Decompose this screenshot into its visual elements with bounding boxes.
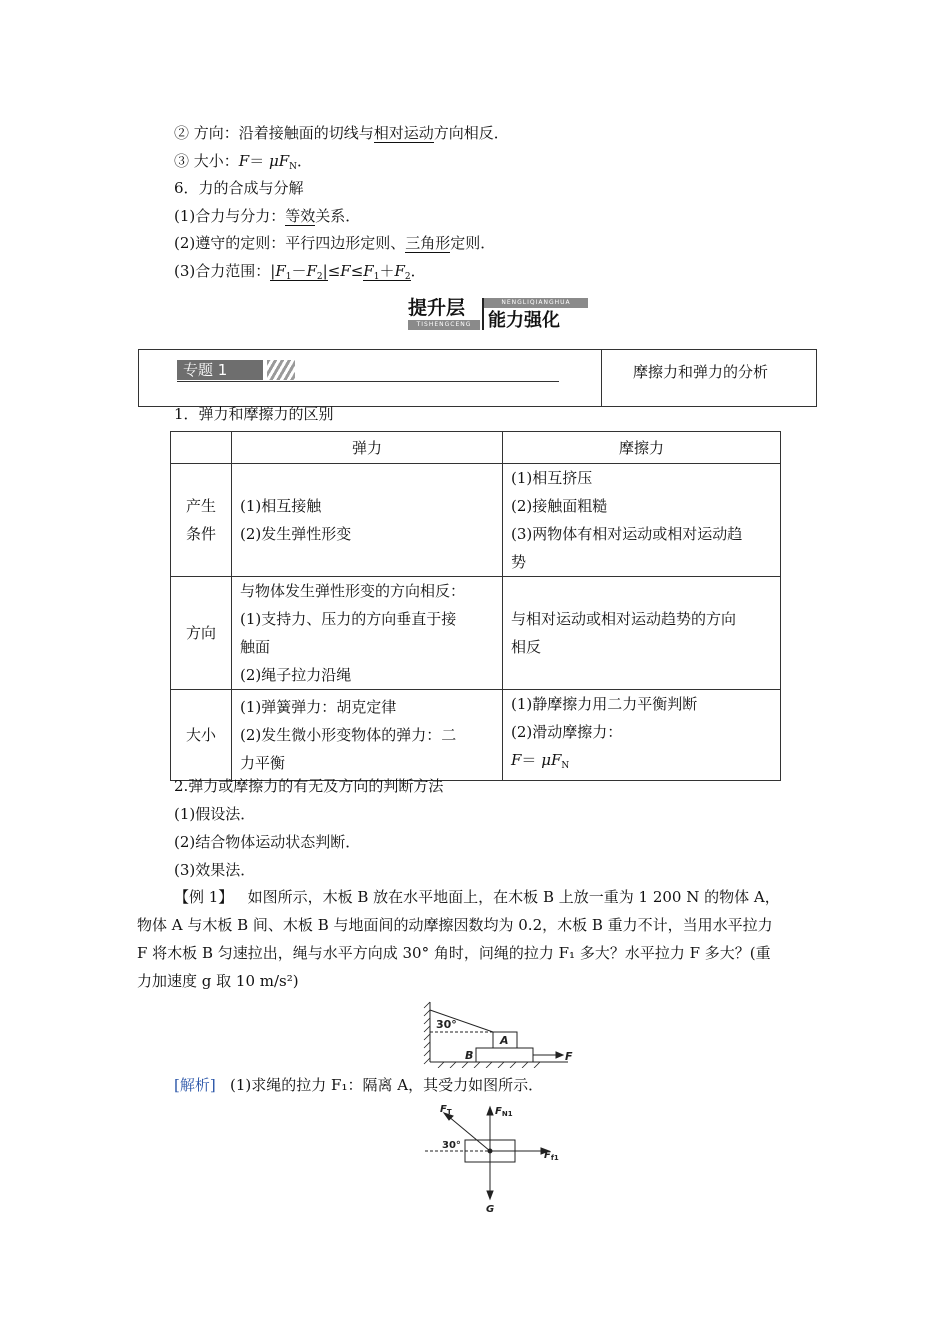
figure1-angle-label: 30° bbox=[436, 1018, 457, 1031]
magnitude-line: ③ 大小：$F= \mu F_N$． bbox=[174, 152, 313, 172]
cell-elastic-magnitude: (1)弹簧弹力：胡克定律 (2)发生微小形变物体的弹力：二 力平衡 bbox=[232, 690, 503, 781]
table-corner-cell bbox=[171, 432, 232, 464]
rules-line: (2)遵守的定则：平行四边形定则、三角形定则． bbox=[174, 234, 496, 252]
figure1-label-B: B bbox=[465, 1049, 474, 1062]
figure1-label-A: A bbox=[500, 1034, 509, 1047]
section6-title: 6．力的合成与分解 bbox=[174, 179, 304, 197]
example-line: F 将木板 B 匀速拉出，绳与水平方向成 30° 角时，问绳的拉力 F₁ 多大？水平拉力 F 多大？(重 bbox=[137, 944, 771, 962]
banner-left-pinyin: TISHENGCENG bbox=[408, 320, 480, 330]
cell-friction-conditions: (1)相互挤压 (2)接触面粗糙 (3)两物体有相对运动或相对运动趋 势 bbox=[503, 464, 781, 577]
topic-tag-stripes bbox=[267, 360, 295, 380]
topic-rule bbox=[177, 381, 559, 382]
topic-title: 摩擦力和弹力的分析 bbox=[633, 363, 769, 381]
method-item: (3)效果法． bbox=[174, 861, 256, 879]
svg-text:Ff1: $F_{f1}$ bbox=[544, 1150, 559, 1162]
example-figure-board bbox=[418, 1000, 578, 1068]
method-item: (1)假设法． bbox=[174, 805, 256, 823]
banner-right-title: 能力强化 bbox=[488, 310, 560, 331]
topic-box bbox=[138, 349, 817, 407]
resultant-relation-line: (1)合力与分力：等效关系． bbox=[174, 207, 361, 225]
method-item: (2)结合物体运动状态判断． bbox=[174, 833, 361, 851]
cell-friction-magnitude: (1)静摩擦力用二力平衡判断 (2)滑动摩擦力： $F= \mu F_N$ bbox=[503, 690, 781, 781]
banner-right-pinyin: NENGLIQIANGHUA bbox=[484, 298, 588, 308]
comparison-table bbox=[170, 431, 781, 781]
banner-left-title: 提升层 bbox=[408, 297, 466, 319]
row-head-conditions: 产生 条件 bbox=[171, 464, 232, 577]
table-row bbox=[171, 577, 781, 690]
analysis-tag: [解析] bbox=[174, 1076, 216, 1094]
cell-elastic-conditions: (1)相互接触 (2)发生弹性形变 bbox=[232, 464, 503, 577]
table-header-friction: 摩擦力 bbox=[503, 432, 781, 464]
table-header-elastic: 弹力 bbox=[232, 432, 503, 464]
table-row bbox=[171, 690, 781, 781]
svg-text:FT: $F_T$ bbox=[440, 1104, 452, 1116]
example-line: 【例 1】 如图所示，木板 B 放在水平地面上，在木板 B 上放一重为 1 200 N 的物体 A， bbox=[174, 888, 780, 906]
direction-line: ② 方向：沿着接触面的切线与相对运动方向相反． bbox=[174, 124, 509, 142]
topic-divider bbox=[601, 350, 602, 406]
section-banner bbox=[408, 296, 588, 336]
figure2-label-G: G bbox=[486, 1204, 495, 1215]
analysis-line: [解析] (1)求绳的拉力 F₁：隔离 A，其受力如图所示． bbox=[174, 1076, 544, 1094]
example-tag: 【例 1】 bbox=[174, 888, 234, 906]
range-line: (3)合力范围：$|F_1-F_2|\le F\le F_1+F_2$． bbox=[174, 262, 426, 282]
cell-friction-direction: 与相对运动或相对运动趋势的方向 相反 bbox=[503, 577, 781, 690]
section2-title: 2.弹力或摩擦力的有无及方向的判断方法 bbox=[174, 777, 444, 795]
figure1-label-F: F bbox=[565, 1050, 573, 1063]
cell-elastic-direction: 与物体发生弹性形变的方向相反： (1)支持力、压力的方向垂直于接 触面 (2)绳子拉力沿绳 bbox=[232, 577, 503, 690]
row-head-direction: 方向 bbox=[171, 577, 232, 690]
svg-text:FN1: $F_{N1}$ bbox=[495, 1106, 513, 1118]
row-head-magnitude: 大小 bbox=[171, 690, 232, 781]
topic-tag: 专题 1 bbox=[177, 360, 263, 380]
table-row bbox=[171, 464, 781, 577]
section1-title: 1．弹力和摩擦力的区别 bbox=[174, 405, 334, 423]
example-line: 物体 A 与木板 B 间、木板 B 与地面间的动摩擦因数均为 0.2，木板 B 重力不计，当用水平拉力 bbox=[137, 916, 773, 934]
example-line: 力加速度 g 取 10 m/s²) bbox=[137, 972, 299, 990]
force-diagram bbox=[420, 1100, 570, 1215]
table-header-row bbox=[171, 432, 781, 464]
figure2-angle-label: 30° bbox=[442, 1140, 461, 1151]
